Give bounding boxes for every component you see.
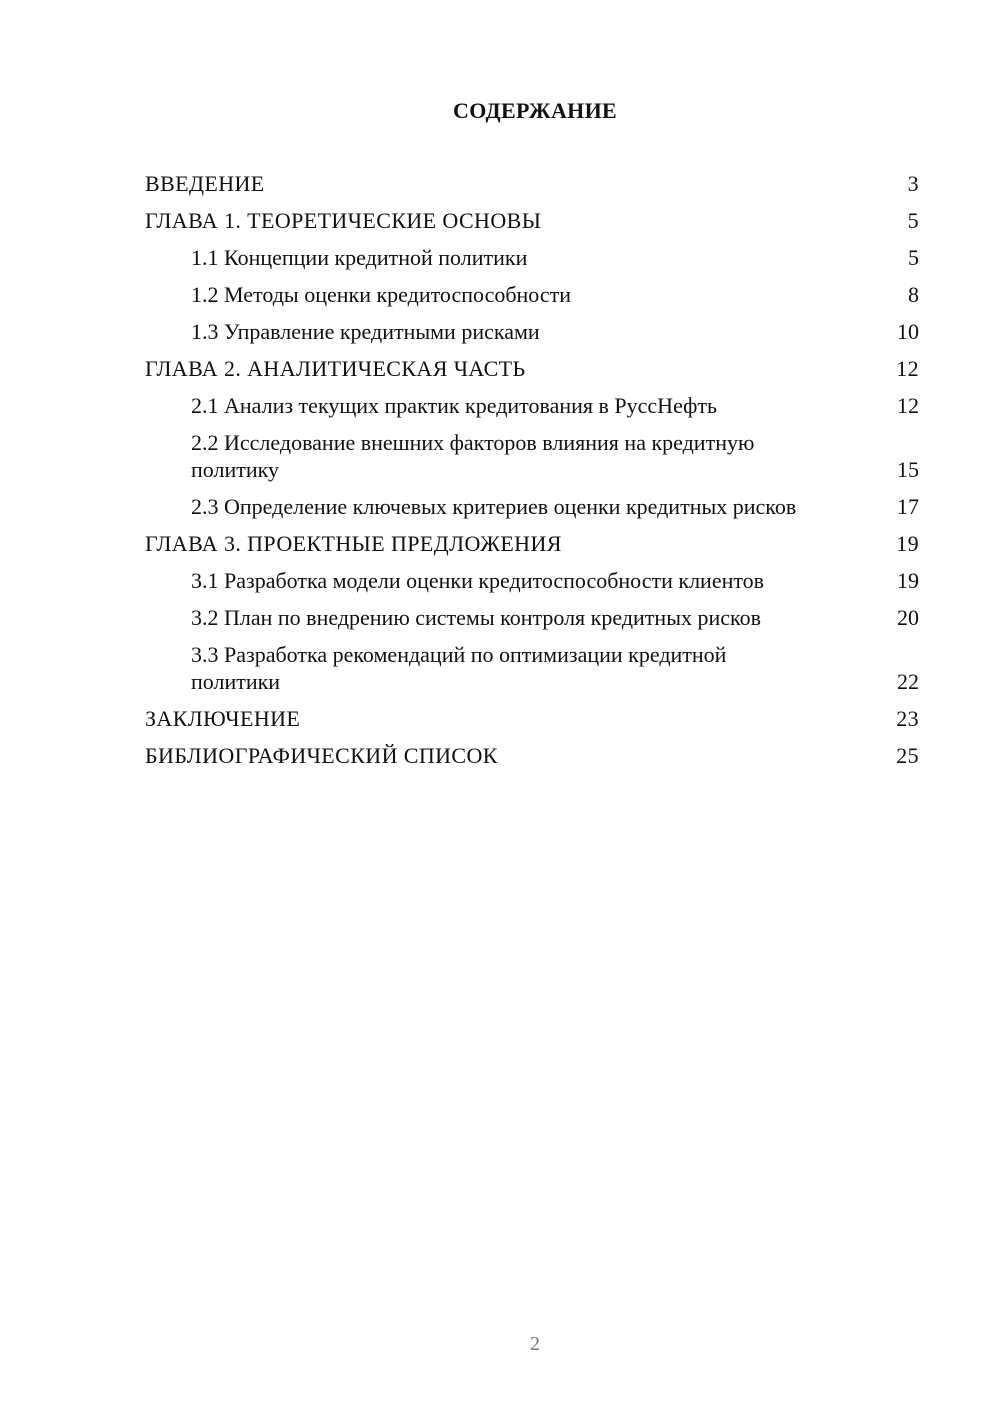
toc-entry-text: 1.1 Концепции кредитной политики — [191, 245, 528, 270]
toc-entry-text: 1.2 Методы оценки кредитоспособности — [191, 282, 571, 307]
toc-entry-section-3-2[interactable] — [145, 604, 919, 631]
page-number: 2 — [530, 1333, 540, 1355]
page-title: СОДЕРЖАНИЕ — [453, 98, 617, 123]
toc-entry-section-2-3[interactable] — [145, 493, 919, 520]
toc-entry-section-1-2[interactable] — [145, 281, 919, 308]
toc-entry-page: 3 — [907, 171, 919, 196]
toc-entry-section-3-1[interactable] — [145, 567, 919, 594]
toc-entry-text: ЗАКЛЮЧЕНИЕ — [145, 706, 301, 731]
toc-entry-page: 8 — [908, 282, 919, 307]
toc-entry-page: 23 — [896, 706, 919, 731]
toc-entry-page: 5 — [907, 208, 919, 233]
toc-entry-section-2-2[interactable] — [145, 429, 919, 483]
table-of-contents — [145, 170, 919, 779]
toc-entry-section-2-1[interactable] — [145, 392, 919, 419]
toc-entry-page: 22 — [897, 669, 919, 694]
toc-entry-chapter-3[interactable] — [145, 530, 919, 557]
toc-entry-page: 20 — [897, 605, 919, 630]
toc-entry-section-3-3[interactable] — [145, 641, 919, 695]
toc-entry-text: 2.3 Определение ключевых критериев оценки кредитных рисков — [191, 494, 797, 519]
toc-entry-text: 2.2 Исследование внешних факторов влияния на кредитную политику — [191, 430, 755, 482]
toc-entry-section-1-3[interactable] — [145, 318, 919, 345]
toc-entry-page: 17 — [897, 494, 919, 519]
toc-entry-text: ГЛАВА 1. ТЕОРЕТИЧЕСКИЕ ОСНОВЫ — [145, 208, 542, 233]
toc-entry-page: 19 — [896, 531, 919, 556]
toc-entry-page: 12 — [896, 356, 919, 381]
toc-entry-page: 5 — [908, 245, 919, 270]
toc-entry-text: ГЛАВА 3. ПРОЕКТНЫЕ ПРЕДЛОЖЕНИЯ — [145, 531, 562, 556]
toc-entry-text: БИБЛИОГРАФИЧЕСКИЙ СПИСОК — [145, 743, 498, 768]
toc-entry-page: 19 — [897, 568, 919, 593]
toc-entry-bibliography[interactable] — [145, 742, 919, 769]
toc-entry-text: 2.1 Анализ текущих практик кредитования в РуссНефть — [191, 393, 718, 418]
toc-entry-conclusion[interactable] — [145, 705, 919, 732]
toc-entry-text: 3.3 Разработка рекомендаций по оптимизации кредитной политики — [191, 642, 727, 694]
toc-entry-chapter-1[interactable] — [145, 207, 919, 234]
toc-entry-text: ГЛАВА 2. АНАЛИТИЧЕСКАЯ ЧАСТЬ — [145, 356, 526, 381]
toc-entry-introduction[interactable] — [145, 170, 919, 197]
toc-entry-page: 25 — [896, 743, 919, 768]
toc-entry-text: 3.2 План по внедрению системы контроля кредитных рисков — [191, 605, 761, 630]
toc-entry-page: 10 — [897, 319, 919, 344]
toc-entry-page: 15 — [897, 457, 919, 482]
toc-entry-chapter-2[interactable] — [145, 355, 919, 382]
toc-entry-text: ВВЕДЕНИЕ — [145, 171, 265, 196]
toc-entry-text: 3.1 Разработка модели оценки кредитоспособности клиентов — [191, 568, 765, 593]
toc-entry-text: 1.3 Управление кредитными рисками — [191, 319, 540, 344]
toc-entry-page: 12 — [897, 393, 919, 418]
toc-entry-section-1-1[interactable] — [145, 244, 919, 271]
